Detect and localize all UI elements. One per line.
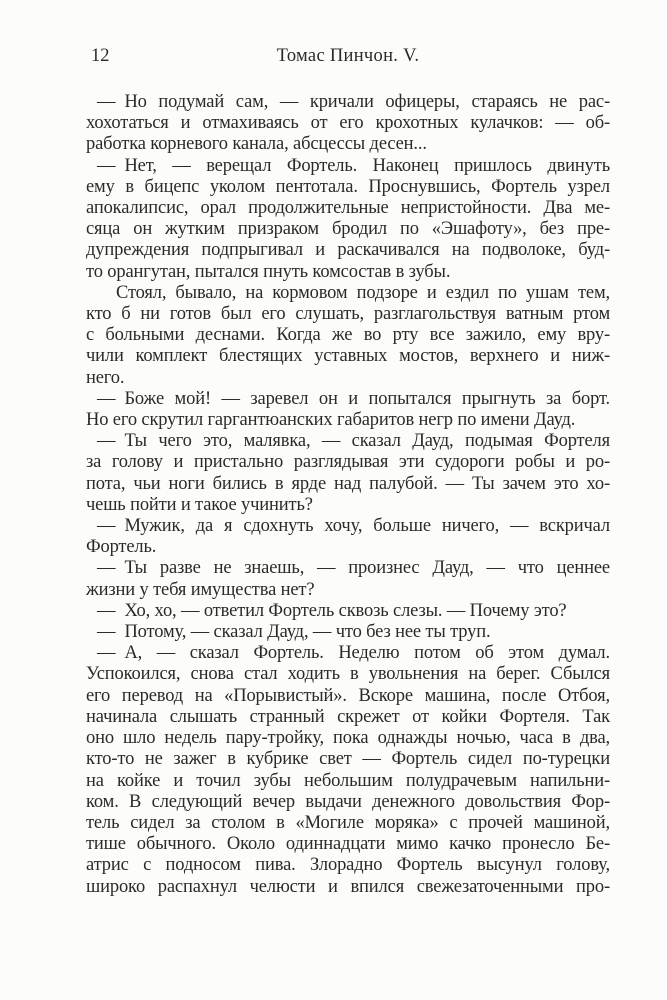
paragraph — [86, 622, 610, 643]
text-line: него. — [86, 367, 125, 388]
paragraph — [86, 92, 610, 156]
text-line: апокалипсис, орал продолжительные непристойности. Два ме- — [86, 198, 610, 219]
text-line: на койке и точил зубы небольшим полудрачевым напильни- — [86, 770, 610, 791]
text-line: сяца он жутким призраком бродил по «Эшафоту», без пре- — [86, 219, 610, 240]
text-line: атрис с подносом пива. Злорадно Фортель высунул голову, — [86, 855, 610, 876]
text-line: тель сидел за столом в «Могиле моряка» с прочей машиной, — [86, 812, 610, 833]
text-line: — Хо, хо, — ответил Фортель сквозь слезы. — Почему это? — [97, 600, 567, 621]
text-line: дупреждения подпрыгивал и раскачивался на подволоке, буд- — [86, 240, 610, 261]
text-line: чешь пойти и такое учинить? — [86, 494, 313, 515]
paragraph — [86, 601, 610, 622]
text-line: ему в бицепс уколом пентотала. Проснувшись, Фортель узрел — [86, 176, 610, 197]
paragraph — [86, 558, 610, 600]
text-line: его перевод на «Порывистый». Вскоре машина, после Отбоя, — [86, 685, 610, 706]
text-line: Стоял, бывало, на кормовом подзоре и ездил по ушам тем, — [116, 282, 610, 303]
text-line: начинала слышать странный скрежет от койки Фортеля. Так — [86, 706, 610, 727]
text-block — [86, 92, 610, 898]
text-line: кто-то не зажег в кубрике свет — Фортель сидел по-турецки — [86, 749, 610, 770]
page-number: 12 — [91, 46, 110, 66]
paragraph — [86, 389, 610, 431]
text-line: — Боже мой! — заревел он и попытался прыгнуть за борт. — [97, 388, 610, 409]
text-line: — Нет, — верещал Фортель. Наконец пришлось двинуть — [97, 155, 610, 176]
text-line: кто б ни готов был его слушать, разглагольствуя ватным ртом — [86, 304, 610, 325]
text-line: с больными деснами. Когда же во рту все зажило, ему вру- — [86, 325, 610, 346]
text-line: ком. В следующий вечер выдачи денежного довольствия Фор- — [86, 791, 610, 812]
text-line: хохотаться и отмахиваясь от его крохотных кулачков: — об- — [86, 113, 610, 134]
paragraph — [86, 283, 610, 389]
text-line: оно шло недель пару-тройку, пока однажды ночью, часа в два, — [86, 728, 610, 749]
running-title: Томас Пинчон. V. — [276, 46, 420, 66]
text-line: то орангутан, пытался пнуть комсостав в зубы. — [86, 261, 451, 282]
text-line: чили комплект блестящих уставных мостов, верхнего и ниж- — [86, 346, 610, 367]
text-line: работка корневого канала, абсцессы десен... — [86, 134, 427, 155]
text-line: Успокоился, снова стал ходить в увольнения на берег. Сбылся — [86, 664, 610, 685]
paragraph — [86, 643, 610, 897]
text-line: за голову и пристально разглядывая эти судороги робы и ро- — [86, 452, 610, 473]
text-line: Фортель. — [86, 537, 157, 558]
paragraph — [86, 431, 610, 516]
text-line: — Но подумай сам, — кричали офицеры, стараясь не рас- — [97, 92, 610, 112]
running-header — [86, 46, 610, 68]
text-line: пота, чьи ноги бились в ярде над палубой. — Ты зачем это хо- — [86, 473, 610, 494]
paragraph — [86, 516, 610, 558]
text-line: — А, — сказал Фортель. Неделю потом об этом думал. — [97, 643, 610, 664]
paragraph — [86, 156, 610, 283]
text-line: Но его скрутил гаргантюанских габаритов негр по имени Дауд. — [86, 410, 576, 431]
text-line: — Мужик, да я сдохнуть хочу, больше ничего, — вскричал — [97, 516, 610, 537]
text-line: тише обычного. Около одиннадцати мимо качко пронесло Бе- — [86, 834, 610, 855]
text-line: — Ты чего это, малявка, — сказал Дауд, подымая Фортеля — [97, 431, 610, 452]
text-line: — Ты разве не знаешь, — произнес Дауд, — что ценнее — [97, 558, 610, 579]
text-line: широко распахнул челюсти и впился свежезаточенными про- — [86, 876, 610, 897]
text-line: — Потому, — сказал Дауд, — что без нее ты труп. — [97, 622, 491, 643]
text-line: жизни у тебя имущества нет? — [86, 579, 315, 600]
